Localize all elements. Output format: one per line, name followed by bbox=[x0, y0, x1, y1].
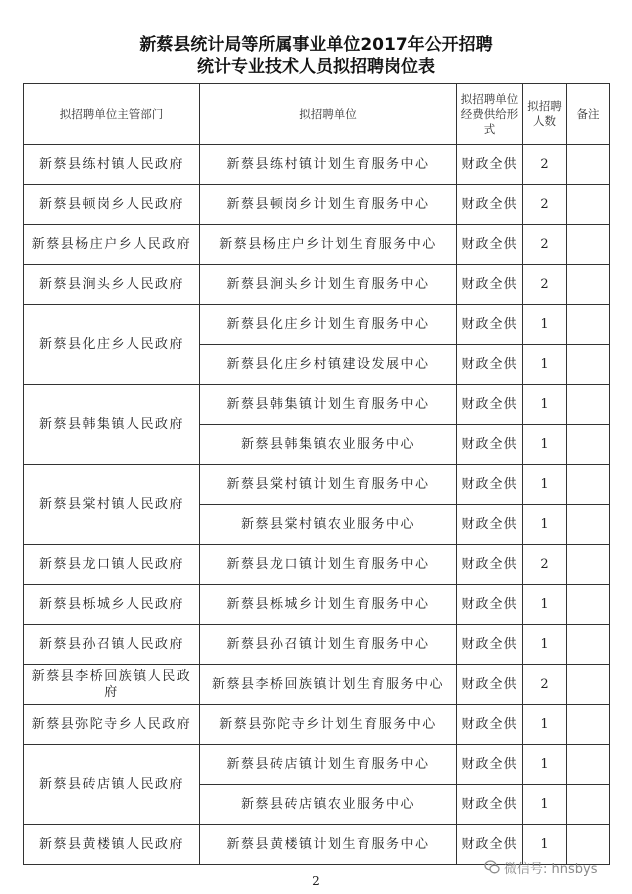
header-remark: 备注 bbox=[567, 84, 610, 145]
count-cell: 1 bbox=[523, 505, 567, 545]
table-row bbox=[24, 545, 610, 585]
dept-cell: 新蔡县涧头乡人民政府 bbox=[24, 265, 200, 305]
remark-cell bbox=[567, 705, 610, 745]
remark-cell bbox=[567, 505, 610, 545]
funding-cell: 财政全供 bbox=[457, 825, 523, 865]
funding-cell: 财政全供 bbox=[457, 385, 523, 425]
table-row bbox=[24, 705, 610, 745]
dept-cell: 新蔡县栎城乡人民政府 bbox=[24, 585, 200, 625]
funding-cell: 财政全供 bbox=[457, 585, 523, 625]
count-cell: 2 bbox=[523, 225, 567, 265]
funding-cell: 财政全供 bbox=[457, 425, 523, 465]
table-row bbox=[24, 385, 610, 425]
positions-table bbox=[23, 83, 610, 865]
watermark-text: 微信号: hnsbys bbox=[504, 861, 598, 877]
table-row bbox=[24, 145, 610, 185]
funding-cell: 财政全供 bbox=[457, 505, 523, 545]
dept-cell: 新蔡县练村镇人民政府 bbox=[24, 145, 200, 185]
funding-cell: 财政全供 bbox=[457, 665, 523, 705]
dept-cell: 新蔡县黄楼镇人民政府 bbox=[24, 825, 200, 865]
funding-cell: 财政全供 bbox=[457, 145, 523, 185]
dept-cell: 新蔡县龙口镇人民政府 bbox=[24, 545, 200, 585]
count-cell: 2 bbox=[523, 665, 567, 705]
remark-cell bbox=[567, 385, 610, 425]
unit-cell: 新蔡县栎城乡计划生育服务中心 bbox=[200, 585, 457, 625]
count-cell: 1 bbox=[523, 425, 567, 465]
header-count: 拟招聘人数 bbox=[523, 84, 567, 145]
count-cell: 2 bbox=[523, 545, 567, 585]
table-row bbox=[24, 745, 610, 785]
remark-cell bbox=[567, 665, 610, 705]
unit-cell: 新蔡县韩集镇农业服务中心 bbox=[200, 425, 457, 465]
unit-cell: 新蔡县顿岗乡计划生育服务中心 bbox=[200, 185, 457, 225]
count-cell: 2 bbox=[523, 265, 567, 305]
count-cell: 2 bbox=[523, 185, 567, 225]
remark-cell bbox=[567, 465, 610, 505]
table-body bbox=[24, 145, 610, 865]
count-cell: 2 bbox=[523, 145, 567, 185]
unit-cell: 新蔡县化庄乡村镇建设发展中心 bbox=[200, 345, 457, 385]
unit-cell: 新蔡县棠村镇计划生育服务中心 bbox=[200, 465, 457, 505]
dept-cell: 新蔡县棠村镇人民政府 bbox=[24, 465, 200, 545]
funding-cell: 财政全供 bbox=[457, 305, 523, 345]
count-cell: 1 bbox=[523, 465, 567, 505]
remark-cell bbox=[567, 545, 610, 585]
count-cell: 1 bbox=[523, 385, 567, 425]
dept-cell: 新蔡县化庄乡人民政府 bbox=[24, 305, 200, 385]
table-row bbox=[24, 185, 610, 225]
table-row bbox=[24, 465, 610, 505]
unit-cell: 新蔡县黄楼镇计划生育服务中心 bbox=[200, 825, 457, 865]
count-cell: 1 bbox=[523, 305, 567, 345]
funding-cell: 财政全供 bbox=[457, 265, 523, 305]
unit-cell: 新蔡县砖店镇计划生育服务中心 bbox=[200, 745, 457, 785]
unit-cell: 新蔡县练村镇计划生育服务中心 bbox=[200, 145, 457, 185]
unit-cell: 新蔡县杨庄户乡计划生育服务中心 bbox=[200, 225, 457, 265]
page-number: 2 bbox=[312, 874, 320, 888]
table-row bbox=[24, 305, 610, 345]
header-funding: 拟招聘单位经费供给形式 bbox=[457, 84, 523, 145]
funding-cell: 财政全供 bbox=[457, 185, 523, 225]
header-dept: 拟招聘单位主管部门 bbox=[24, 84, 200, 145]
wechat-icon bbox=[484, 859, 500, 875]
unit-cell: 新蔡县涧头乡计划生育服务中心 bbox=[200, 265, 457, 305]
funding-cell: 财政全供 bbox=[457, 465, 523, 505]
unit-cell: 新蔡县棠村镇农业服务中心 bbox=[200, 505, 457, 545]
dept-cell: 新蔡县杨庄户乡人民政府 bbox=[24, 225, 200, 265]
table-row bbox=[24, 665, 610, 705]
dept-cell: 新蔡县弥陀寺乡人民政府 bbox=[24, 705, 200, 745]
table-header-row bbox=[24, 84, 610, 145]
dept-cell: 新蔡县李桥回族镇人民政府 bbox=[24, 665, 200, 705]
funding-cell: 财政全供 bbox=[457, 345, 523, 385]
count-cell: 1 bbox=[523, 745, 567, 785]
document-title bbox=[0, 34, 632, 78]
dept-cell: 新蔡县孙召镇人民政府 bbox=[24, 625, 200, 665]
remark-cell bbox=[567, 225, 610, 265]
funding-cell: 财政全供 bbox=[457, 705, 523, 745]
count-cell: 1 bbox=[523, 585, 567, 625]
dept-cell: 新蔡县顿岗乡人民政府 bbox=[24, 185, 200, 225]
title-line-1: 新蔡县统计局等所属事业单位2017年公开招聘 bbox=[139, 35, 493, 55]
funding-cell: 财政全供 bbox=[457, 625, 523, 665]
remark-cell bbox=[567, 305, 610, 345]
table-row bbox=[24, 625, 610, 665]
unit-cell: 新蔡县李桥回族镇计划生育服务中心 bbox=[200, 665, 457, 705]
unit-cell: 新蔡县化庄乡计划生育服务中心 bbox=[200, 305, 457, 345]
header-unit: 拟招聘单位 bbox=[200, 84, 457, 145]
unit-cell: 新蔡县韩集镇计划生育服务中心 bbox=[200, 385, 457, 425]
funding-cell: 财政全供 bbox=[457, 785, 523, 825]
remark-cell bbox=[567, 785, 610, 825]
count-cell: 1 bbox=[523, 345, 567, 385]
dept-cell: 新蔡县韩集镇人民政府 bbox=[24, 385, 200, 465]
table-row bbox=[24, 265, 610, 305]
unit-cell: 新蔡县孙召镇计划生育服务中心 bbox=[200, 625, 457, 665]
table-row bbox=[24, 225, 610, 265]
table-row bbox=[24, 585, 610, 625]
count-cell: 1 bbox=[523, 785, 567, 825]
remark-cell bbox=[567, 585, 610, 625]
dept-cell: 新蔡县砖店镇人民政府 bbox=[24, 745, 200, 825]
unit-cell: 新蔡县弥陀寺乡计划生育服务中心 bbox=[200, 705, 457, 745]
remark-cell bbox=[567, 625, 610, 665]
remark-cell bbox=[567, 145, 610, 185]
count-cell: 1 bbox=[523, 625, 567, 665]
count-cell: 1 bbox=[523, 825, 567, 865]
remark-cell bbox=[567, 345, 610, 385]
unit-cell: 新蔡县砖店镇农业服务中心 bbox=[200, 785, 457, 825]
unit-cell: 新蔡县龙口镇计划生育服务中心 bbox=[200, 545, 457, 585]
title-line-2: 统计专业技术人员拟招聘岗位表 bbox=[197, 57, 435, 77]
funding-cell: 财政全供 bbox=[457, 545, 523, 585]
count-cell: 1 bbox=[523, 705, 567, 745]
remark-cell bbox=[567, 265, 610, 305]
remark-cell bbox=[567, 745, 610, 785]
funding-cell: 财政全供 bbox=[457, 745, 523, 785]
remark-cell bbox=[567, 185, 610, 225]
remark-cell bbox=[567, 425, 610, 465]
funding-cell: 财政全供 bbox=[457, 225, 523, 265]
